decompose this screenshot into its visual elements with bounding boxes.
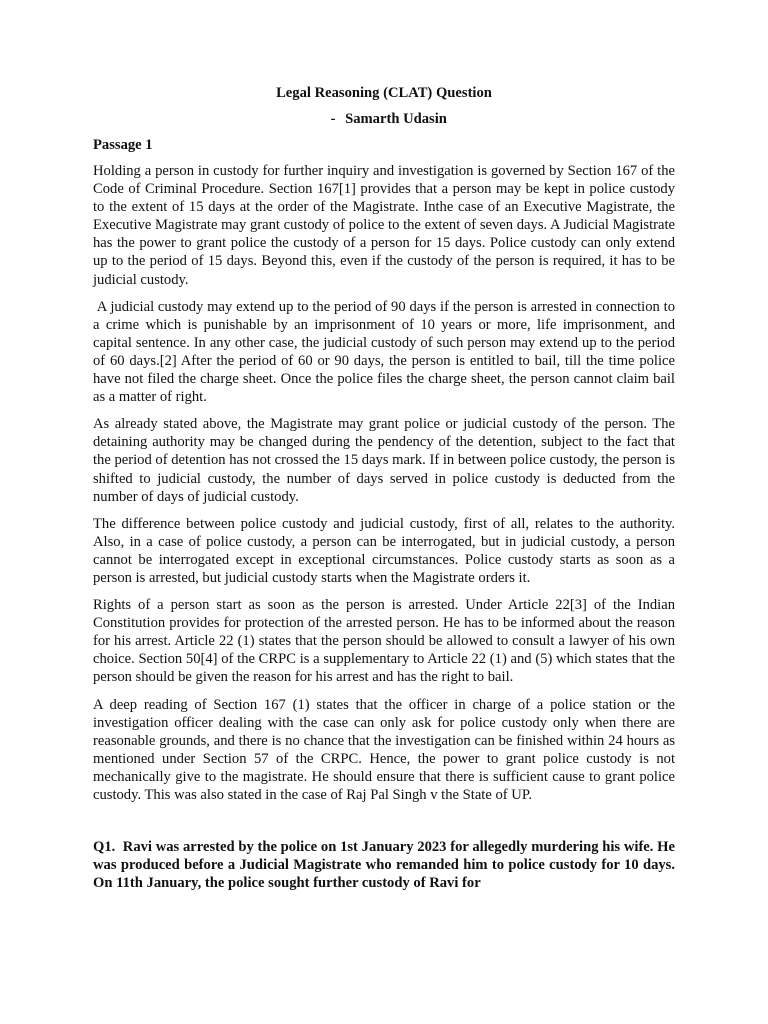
passage-paragraph-6: A deep reading of Section 167 (1) states that the officer in charge of a police station or the investigation officer dealing with the case can only ask for police custody only when there are reasonable grounds, and there is no chance that the investigation can be finished within 24 hours as mentioned under Section 57 of the CRPC. Hence, the power to grant police custody is not mechanically give to the magistrate. He should ensure that there is sufficient cause to grant police custody. This was also stated in the case of Raj Pal Singh v the State of UP. [93, 696, 675, 803]
passage-paragraph-1: Holding a person in custody for further inquiry and investigation is governed by Section 167 of the Code of Criminal Procedure. Section 167[1] provides that a person may be kept in police custody to the extent of 15 days at the order of the Magistrate. Inthe case of an Executive Magistrate, the Executive Magistrate may grant custody of police to the extent of seven days. A Judicial Magistrate has the power to grant police the custody of a person for 15 days. Police custody can only extend up to the period of 15 days. Beyond this, even if the custody of the person is required, it has to be judicial custody. [93, 163, 675, 288]
passage-label: Passage 1 [93, 137, 153, 153]
author-dash: - [330, 111, 336, 127]
document-page [93, 84, 675, 892]
question-1: Q1. Ravi was arrested by the police on 1st January 2023 for allegedly murdering his wife. He was produced before a Judicial Magistrate who remanded him to police custody for 10 days. On 11th January, the police sought further custody of Ravi for [93, 839, 675, 892]
passage-paragraph-5: Rights of a person start as soon as the person is arrested. Under Article 22[3] of the Indian Constitution provides for protection of the arrested person. He has to be informed about the reason for his arrest. Article 22 (1) states that the person should be allowed to consult a lawyer of his own choice. Section 50[4] of the CRPC is a supplementary to Article 22 (1) and (5) which states that the person should be given the reason for his arrest and has the right to bail. [93, 597, 675, 686]
document-title: Legal Reasoning (CLAT) Question [276, 85, 492, 101]
author-line [93, 110, 675, 128]
passage-paragraph-3: As already stated above, the Magistrate may grant police or judicial custody of the person. The detaining authority may be changed during the pendency of the detention, subject to the fact that the period of detention has not crossed the 15 days mark. If in between police custody, the person is shifted to judicial custody, the number of days served in police custody is deducted from the number of days of judicial custody. [93, 416, 675, 505]
passage-paragraph-4: The difference between police custody and judicial custody, first of all, relates to the authority. Also, in a case of police custody, a person can be interrogated, but in judicial custody, a person cannot be interrogated except in exceptional circumstances. Police custody starts as soon as a person is arrested, but judicial custody starts when the Magistrate orders it. [93, 515, 675, 586]
author-name: Samarth Udasin [345, 111, 447, 127]
passage-paragraph-2: A judicial custody may extend up to the period of 90 days if the person is arrested in connection to a crime which is punishable by an imprisonment of 10 years or more, life imprisonment, and capital sentence. In any other case, the judicial custody of such person may extend up to the period of 60 days.[2] After the period of 60 or 90 days, the person is entitled to bail, till the time police have not filed the charge sheet. Once the police files the charge sheet, the person cannot claim bail as a matter of right. [93, 298, 675, 406]
